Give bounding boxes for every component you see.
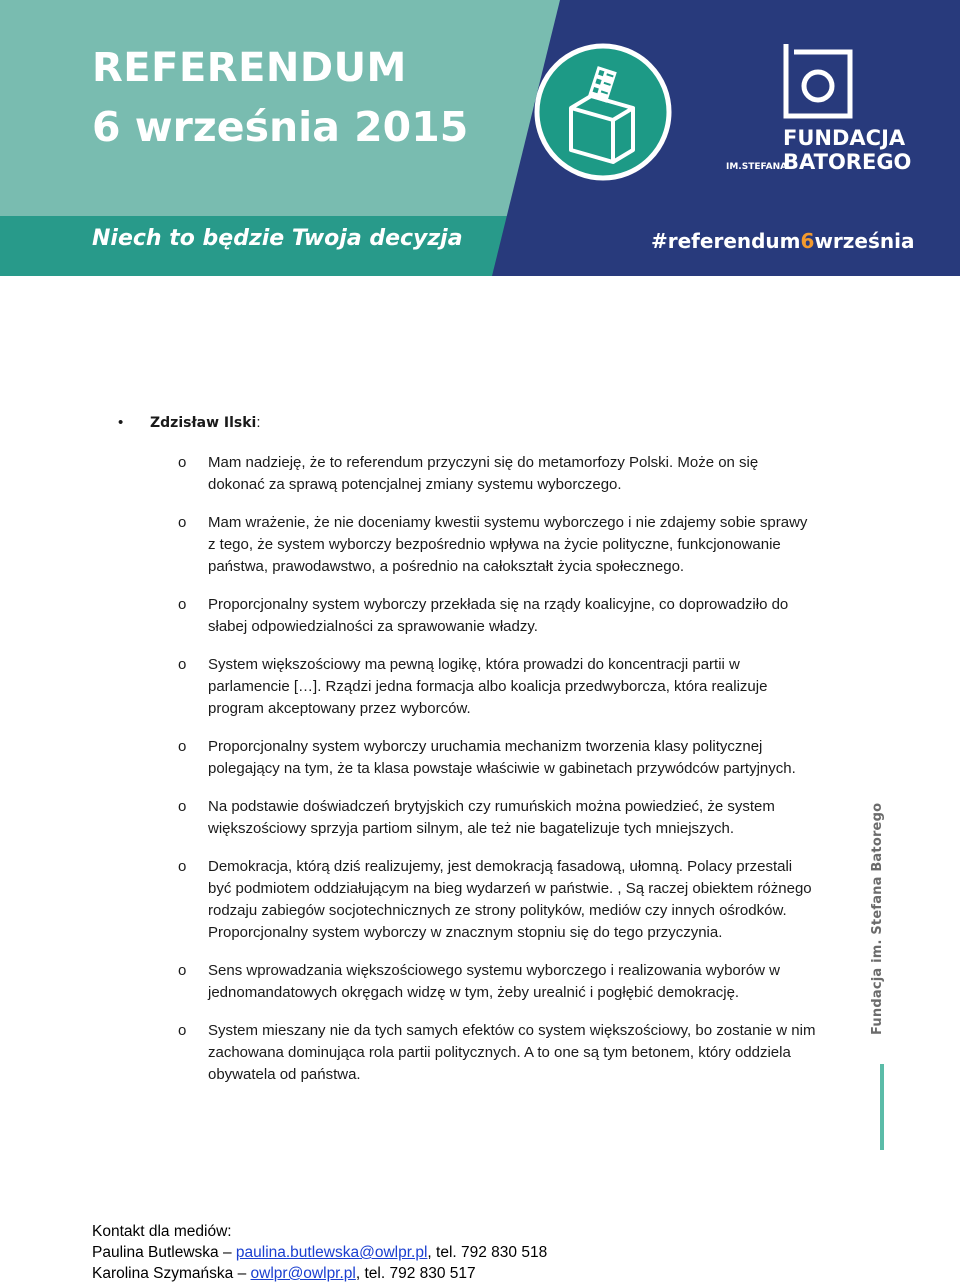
- contact-name: Paulina Butlewska –: [92, 1244, 236, 1261]
- banner-hashtag: [651, 226, 914, 256]
- list-marker: o: [178, 1022, 187, 1039]
- header-banner: [0, 0, 960, 276]
- list-item: [178, 512, 818, 578]
- list-marker: o: [178, 962, 187, 979]
- fundacja-logo-icon: [780, 42, 856, 120]
- logo-im-stefana: IM.STEFANA: [726, 162, 788, 172]
- list-item-text: Mam wrażenie, że nie doceniamy kwestii systemu wyborczego i nie zdajemy sobie sprawy z tego, że system wyborczy bezpośrednio wpływa na życie polityczne, funkcjonowanie państwa, prawodawstwo, a pośrednio na całokształt życia społecznego.: [208, 514, 808, 575]
- contact-phone: , tel. 792 830 517: [355, 1265, 476, 1282]
- list-item-text: Mam nadzieję, że to referendum przyczyni się do metamorfozy Polski. Może on się dokonać za sprawą potencjalnej zmiany systemu wyborczego.: [208, 454, 759, 493]
- list-item-text: Proporcjonalny system wyborczy przekłada się na rządy koalicyjne, co doprowadziło do słabej odpowiedzialności za sprawowanie władzy.: [208, 596, 789, 635]
- list-item: [178, 960, 818, 1004]
- contact-line-2: [92, 1263, 547, 1284]
- speaker-label: [150, 412, 261, 434]
- hashtag-post: września: [814, 229, 915, 253]
- list-marker: o: [178, 514, 187, 531]
- bullet-dot: •: [118, 414, 124, 431]
- logo-name: [783, 126, 911, 174]
- side-accent-bar: [880, 1064, 884, 1150]
- list-item-text: Proporcjonalny system wyborczy uruchamia mechanizm tworzenia klasy politycznej polegający na tym, że ta klasa powstaje właściwie w gabinetach przywódców partyjnych.: [208, 738, 796, 777]
- logo-line-fundacja: FUNDACJA: [783, 126, 906, 150]
- list-item: [178, 594, 818, 638]
- list-marker: o: [178, 656, 187, 673]
- list-item-text: Demokracja, którą dziś realizujemy, jest demokracją fasadową, ułomną. Polacy przestali być podmiotem oddziałującym na bieg wydarzeń w państwie. , Są raczej obiektem różnego rodzaju zabiegów socjotechnicznych ze strony polityków, mediów czy innych ośrodków. Proporcjonalny system wyborczy w znacznym stopniu się do tego przyczynia.: [208, 858, 812, 941]
- contact-line-1: [92, 1242, 547, 1263]
- statement-list: [178, 452, 818, 1102]
- hashtag-pre: #referendum: [651, 229, 801, 253]
- side-foundation-label: Fundacja im. Stefana Batorego: [870, 802, 885, 1035]
- logo-line-batorego: BATOREGO: [783, 150, 912, 174]
- list-item: [178, 856, 818, 944]
- list-item: [178, 452, 818, 496]
- list-marker: o: [178, 596, 187, 613]
- list-marker: o: [178, 798, 187, 815]
- list-item-text: Na podstawie doświadczeń brytyjskich czy rumuńskich można powiedzieć, że system większościowy sprzyja partiom silnym, ale też nie bagatelizuje tych mniejszych.: [208, 798, 775, 837]
- speaker-colon: :: [256, 414, 261, 431]
- list-marker: o: [178, 738, 187, 755]
- list-item: [178, 796, 818, 840]
- banner-slogan: Niech to będzie Twoja decyzja: [92, 226, 463, 251]
- email-link[interactable]: paulina.butlewska@owlpr.pl: [235, 1244, 428, 1261]
- contact-phone: , tel. 792 830 518: [427, 1244, 548, 1261]
- banner-date: 6 września 2015: [92, 103, 469, 151]
- list-item-text: Sens wprowadzania większościowego systemu wyborczego i realizowania wyborów w jednomandatowych okręgach widzę w tym, żeby urealnić i pogłębić demokrację.: [208, 962, 780, 1001]
- list-item: [178, 654, 818, 720]
- hashtag-number: 6: [800, 229, 815, 253]
- list-marker: o: [178, 858, 187, 875]
- list-marker: o: [178, 454, 187, 471]
- list-item-text: System większościowy ma pewną logikę, która prowadzi do koncentracji partii w parlamencie […]. Rządzi jedna formacja albo koalicja przedwyborcza, która realizuje program akceptowany przez wyborców.: [208, 656, 768, 717]
- contact-name: Karolina Szymańska –: [92, 1265, 251, 1282]
- contact-heading: Kontakt dla mediów:: [92, 1223, 232, 1240]
- email-link[interactable]: owlpr@owlpr.pl: [250, 1265, 356, 1282]
- list-item: [178, 736, 818, 780]
- list-item: [178, 1020, 818, 1086]
- banner-title: REFERENDUM: [92, 45, 407, 91]
- speaker-name: Zdzisław Ilski: [150, 415, 257, 431]
- ballot-box-icon: [533, 42, 673, 182]
- list-item-text: System mieszany nie da tych samych efektów co system większościowy, bo zostanie w nim zachowana dominująca rola partii politycznych. A to one są tym betonem, który oddziela obywatela od państwa.: [208, 1022, 816, 1083]
- media-contact: [92, 1221, 547, 1284]
